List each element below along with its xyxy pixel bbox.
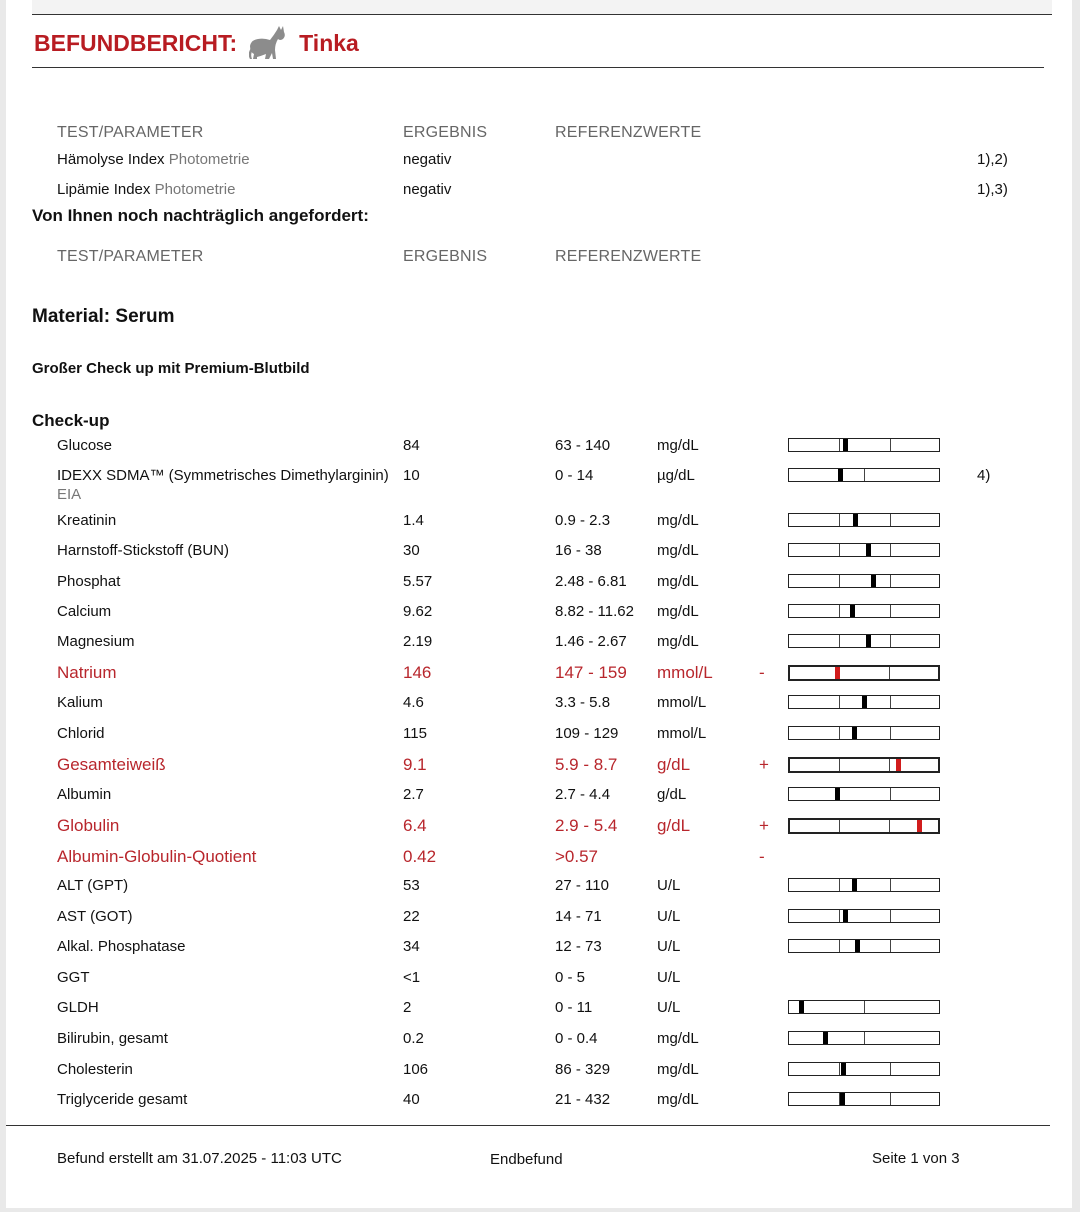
- range-tick: [839, 514, 840, 526]
- table-row-value: 4.6: [403, 694, 424, 711]
- table-row-unit: mg/dL: [657, 437, 699, 454]
- range-marker: [843, 439, 848, 451]
- header-strip: [32, 0, 1052, 14]
- table-row-unit: mmol/L: [657, 694, 707, 711]
- range-marker: [838, 469, 843, 481]
- table-row-reference: 86 - 329: [555, 1061, 611, 1078]
- table-row-name: Cholesterin: [57, 1061, 133, 1078]
- table-row-unit: mg/dL: [657, 603, 699, 620]
- range-tick: [890, 514, 891, 526]
- range-bar: [788, 513, 940, 527]
- table-row-name: Kalium: [57, 694, 103, 711]
- table-row-unit: mg/dL: [657, 573, 699, 590]
- range-tick: [890, 544, 891, 556]
- table-row-value: 0.2: [403, 1030, 424, 1047]
- table-row-value: 0.42: [403, 847, 437, 866]
- range-tick: [839, 727, 840, 739]
- quality-row-note: 1),3): [977, 181, 1008, 198]
- report-page: [6, 0, 1072, 1208]
- table-row-value: 2.19: [403, 633, 433, 650]
- column-header-test: TEST/PARAMETER: [57, 248, 204, 265]
- range-bar: [788, 1062, 940, 1076]
- range-tick: [839, 940, 840, 952]
- table-row-value: 106: [403, 1061, 429, 1078]
- range-bar: [788, 1092, 940, 1106]
- range-bar: [788, 438, 940, 452]
- range-tick: [890, 879, 891, 891]
- table-row-value: 53: [403, 877, 420, 894]
- table-row-reference: 0 - 11: [555, 999, 593, 1016]
- table-row-value: 34: [403, 938, 420, 955]
- table-row-reference: 0 - 5: [555, 969, 586, 986]
- table-row-reference: 14 - 71: [555, 908, 602, 925]
- table-row-unit: U/L: [657, 938, 681, 955]
- table-row-name: Globulin: [57, 816, 120, 835]
- table-row-value: 146: [403, 663, 432, 682]
- table-row-value: <1: [403, 969, 421, 986]
- range-bar: [788, 757, 940, 773]
- table-row-value: 5.57: [403, 573, 433, 590]
- table-row-value: 84: [403, 437, 420, 454]
- range-tick: [864, 469, 865, 481]
- range-tick: [839, 879, 840, 891]
- table-row-unit: mg/dL: [657, 1091, 699, 1108]
- range-tick: [889, 667, 890, 679]
- range-tick: [839, 820, 840, 832]
- range-bar: [788, 818, 940, 834]
- range-tick: [839, 635, 840, 647]
- column-header-test: TEST/PARAMETER: [57, 124, 204, 141]
- range-tick: [890, 1093, 891, 1105]
- table-row-name: Triglyceride gesamt: [57, 1091, 188, 1108]
- table-row-reference: 2.9 - 5.4: [555, 816, 618, 835]
- table-row-unit: mg/dL: [657, 1061, 699, 1078]
- table-row-reference: 8.82 - 11.62: [555, 603, 634, 620]
- range-bar: [788, 878, 940, 892]
- table-row-value: 1.4: [403, 512, 424, 529]
- table-row-name: Kreatinin: [57, 512, 117, 529]
- range-tick: [839, 605, 840, 617]
- table-row-reference: 16 - 38: [555, 542, 602, 559]
- table-row-value: 2: [403, 999, 412, 1016]
- range-tick: [890, 1063, 891, 1075]
- table-row-name: Glucose: [57, 437, 113, 454]
- footer-page: Seite 1 von 3: [872, 1150, 960, 1167]
- table-row-unit: g/dL: [657, 816, 691, 835]
- table-row-name: Albumin-Globulin-Quotient: [57, 847, 257, 866]
- table-row-reference: 0 - 14: [555, 467, 594, 484]
- table-row-reference: 63 - 140: [555, 437, 611, 454]
- range-bar: [788, 909, 940, 923]
- footer-created: Befund erstellt am 31.07.2025 - 11:03 UTC: [57, 1150, 342, 1167]
- table-row-unit: mmol/L: [657, 663, 713, 682]
- requested-heading: Von Ihnen noch nachträglich angefordert:: [32, 206, 369, 225]
- divider: [32, 67, 1044, 68]
- range-tick: [864, 1032, 865, 1044]
- range-tick: [890, 910, 891, 922]
- table-row-name: Phosphat: [57, 573, 121, 590]
- patient-name: Tinka: [299, 29, 359, 56]
- range-tick: [889, 820, 890, 832]
- range-marker: [866, 635, 871, 647]
- table-row-reference: 0 - 0.4: [555, 1030, 598, 1047]
- table-row-unit: mmol/L: [657, 725, 707, 742]
- range-marker: [840, 1093, 845, 1105]
- range-marker: [852, 879, 857, 891]
- table-row-unit: U/L: [657, 999, 681, 1016]
- range-marker: [835, 667, 840, 679]
- quality-row-result: negativ: [403, 181, 452, 198]
- range-tick: [890, 727, 891, 739]
- table-row-value: 10: [403, 467, 420, 484]
- table-row-flag: +: [759, 816, 769, 835]
- table-row-reference: 0.9 - 2.3: [555, 512, 611, 529]
- range-marker: [799, 1001, 804, 1013]
- range-marker: [855, 940, 860, 952]
- table-row-name: Albumin: [57, 786, 112, 803]
- range-marker: [871, 575, 876, 587]
- table-row-reference: 21 - 432: [555, 1091, 611, 1108]
- table-row-name: Magnesium: [57, 633, 135, 650]
- range-tick: [890, 696, 891, 708]
- table-row-method: EIA: [57, 486, 82, 503]
- table-row-reference: 27 - 110: [555, 877, 609, 894]
- range-tick: [890, 605, 891, 617]
- table-row-name: IDEXX SDMA™ (Symmetrisches Dimethylarginin): [57, 467, 389, 484]
- range-tick: [839, 439, 840, 451]
- table-row-unit: g/dL: [657, 755, 691, 774]
- range-marker: [896, 759, 901, 771]
- group-heading: Check-up: [32, 411, 110, 430]
- table-row-unit: U/L: [657, 969, 681, 986]
- table-row-value: 22: [403, 908, 420, 925]
- range-marker: [841, 1063, 846, 1075]
- column-header-reference: REFERENZWERTE: [555, 124, 702, 141]
- range-tick: [890, 439, 891, 451]
- range-bar: [788, 1000, 940, 1014]
- range-marker: [835, 788, 840, 800]
- range-bar: [788, 574, 940, 588]
- table-row-value: 115: [403, 725, 427, 742]
- range-marker: [862, 696, 867, 708]
- table-row-unit: mg/dL: [657, 542, 699, 559]
- range-bar: [788, 1031, 940, 1045]
- quality-row-name: Hämolyse Index Photometrie: [57, 151, 250, 168]
- table-row-value: 6.4: [403, 816, 427, 835]
- footer-status: Endbefund: [490, 1151, 563, 1168]
- range-marker: [852, 727, 857, 739]
- table-row-name: GGT: [57, 969, 90, 986]
- range-bar: [788, 634, 940, 648]
- table-row-name: Gesamteiweiß: [57, 755, 166, 774]
- range-tick: [890, 788, 891, 800]
- range-bar: [788, 726, 940, 740]
- range-bar: [788, 468, 940, 482]
- range-bar: [788, 787, 940, 801]
- range-marker: [917, 820, 922, 832]
- table-row-value: 9.62: [403, 603, 433, 620]
- range-marker: [843, 910, 848, 922]
- range-bar: [788, 604, 940, 618]
- table-row-name: GLDH: [57, 999, 99, 1016]
- range-marker: [866, 544, 871, 556]
- range-marker: [823, 1032, 828, 1044]
- cat-icon: [249, 26, 289, 60]
- range-marker: [850, 605, 855, 617]
- footer-divider: [6, 1125, 1050, 1126]
- divider: [32, 14, 1052, 15]
- profile-heading: Großer Check up mit Premium-Blutbild: [32, 360, 310, 377]
- table-row-reference: 1.46 - 2.67: [555, 633, 627, 650]
- column-header-reference: REFERENZWERTE: [555, 248, 702, 265]
- table-row-unit: mg/dL: [657, 512, 699, 529]
- range-bar: [788, 665, 940, 681]
- range-tick: [890, 635, 891, 647]
- table-row-unit: g/dL: [657, 786, 687, 803]
- table-row-name: Harnstoff-Stickstoff (BUN): [57, 542, 229, 559]
- range-tick: [864, 1001, 865, 1013]
- table-row-reference: 147 - 159: [555, 663, 627, 682]
- table-row-reference: 5.9 - 8.7: [555, 755, 618, 774]
- table-row-value: 9.1: [403, 755, 427, 774]
- table-row-unit: U/L: [657, 877, 681, 894]
- range-tick: [890, 575, 891, 587]
- table-row-unit: mg/dL: [657, 633, 699, 650]
- table-row-unit: µg/dL: [657, 467, 695, 484]
- table-row-name: Chlorid: [57, 725, 105, 742]
- range-tick: [839, 575, 840, 587]
- range-bar: [788, 939, 940, 953]
- range-tick: [839, 1063, 840, 1075]
- table-row-reference: 2.7 - 4.4: [555, 786, 611, 803]
- table-row-reference: 3.3 - 5.8: [555, 694, 611, 711]
- range-bar: [788, 543, 940, 557]
- table-row-name: Alkal. Phosphatase: [57, 938, 186, 955]
- range-tick: [890, 940, 891, 952]
- range-tick: [889, 759, 890, 771]
- table-row-reference: 2.48 - 6.81: [555, 573, 627, 590]
- range-tick: [839, 910, 840, 922]
- table-row-reference: >0.57: [555, 847, 599, 866]
- table-row-name: Bilirubin, gesamt: [57, 1030, 168, 1047]
- range-tick: [839, 696, 840, 708]
- table-row-value: 40: [403, 1091, 420, 1108]
- table-row-name: AST (GOT): [57, 908, 133, 925]
- material-heading: Material: Serum: [32, 306, 175, 327]
- quality-row-result: negativ: [403, 151, 452, 168]
- title-label: BEFUNDBERICHT:: [34, 29, 238, 56]
- table-row-name: ALT (GPT): [57, 877, 129, 894]
- quality-row-name: Lipämie Index Photometrie: [57, 181, 236, 198]
- table-row-name: Calcium: [57, 603, 112, 620]
- table-row-name: Natrium: [57, 663, 117, 682]
- range-tick: [839, 759, 840, 771]
- column-header-result: ERGEBNIS: [403, 248, 488, 265]
- range-tick: [839, 544, 840, 556]
- table-row-note: 4): [977, 467, 991, 484]
- range-marker: [853, 514, 858, 526]
- table-row-value: 30: [403, 542, 420, 559]
- table-row-reference: 12 - 73: [555, 938, 602, 955]
- table-row-reference: 109 - 129: [555, 725, 619, 742]
- quality-row-note: 1),2): [977, 151, 1008, 168]
- table-row-unit: mg/dL: [657, 1030, 699, 1047]
- table-row-flag: -: [759, 663, 765, 682]
- column-header-result: ERGEBNIS: [403, 124, 488, 141]
- table-row-flag: -: [759, 847, 765, 866]
- table-row-flag: +: [759, 755, 769, 774]
- report-title: [34, 28, 359, 58]
- range-bar: [788, 695, 940, 709]
- table-row-unit: U/L: [657, 908, 681, 925]
- table-row-value: 2.7: [403, 786, 424, 803]
